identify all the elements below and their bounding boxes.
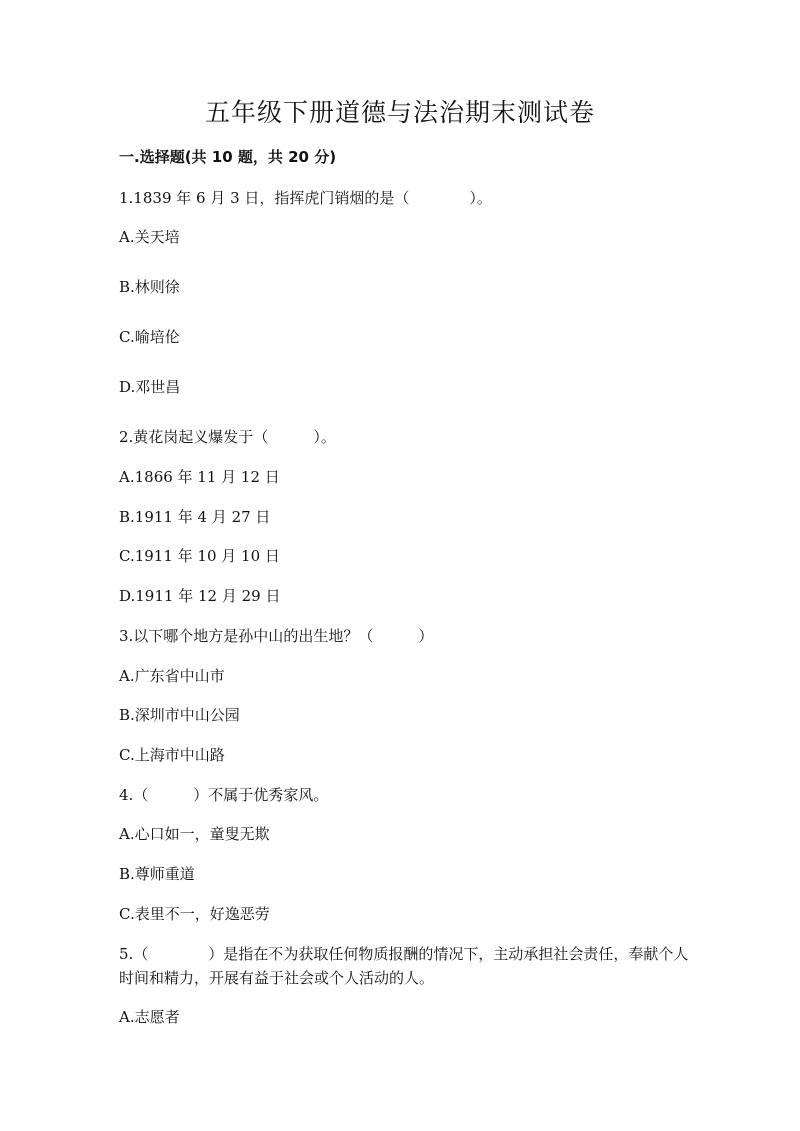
question-4-option-b: B.尊师重道 bbox=[119, 865, 195, 883]
question-4-option-c: C.表里不一，好逸恶劳 bbox=[119, 905, 270, 923]
question-2-option-c: C.1911 年 10 月 10 日 bbox=[119, 547, 280, 565]
question-1-option-a: A.关天培 bbox=[119, 228, 180, 246]
question-2-option-b: B.1911 年 4 月 27 日 bbox=[119, 508, 271, 526]
question-5-stem: 5.（ ）是指在不为获取任何物质报酬的情况下，主动承担社会责任，奉献个人时间和精力，开展有益于社会或个人活动的人。 bbox=[119, 945, 689, 987]
question-1-option-b: B.林则徐 bbox=[119, 278, 180, 296]
question-3-option-b: B.深圳市中山公园 bbox=[119, 706, 240, 724]
question-2-option-d: D.1911 年 12 月 29 日 bbox=[119, 587, 281, 605]
question-1-option-c: C.喻培伦 bbox=[119, 328, 180, 346]
question-3-option-a: A.广东省中山市 bbox=[119, 667, 225, 685]
question-3-option-c: C.上海市中山路 bbox=[119, 746, 225, 764]
question-4-option-a: A.心口如一，童叟无欺 bbox=[119, 825, 270, 843]
question-2-option-a: A.1866 年 11 月 12 日 bbox=[119, 468, 280, 486]
section-heading: 一.选择题(共 10 题，共 20 分) bbox=[119, 148, 337, 166]
page-title: 五年级下册道德与法治期末测试卷 bbox=[204, 98, 595, 127]
question-5-option-a: A.志愿者 bbox=[119, 1008, 180, 1026]
question-4-stem: 4.（ ）不属于优秀家风。 bbox=[119, 786, 329, 804]
question-3-stem: 3.以下哪个地方是孙中山的出生地？（ ） bbox=[119, 627, 434, 645]
question-1-option-d: D.邓世昌 bbox=[119, 378, 181, 396]
question-1-stem: 1.1839 年 6 月 3 日，指挥虎门销烟的是（ ）。 bbox=[119, 189, 492, 207]
question-2-stem: 2.黄花岗起义爆发于（ ）。 bbox=[119, 428, 336, 446]
